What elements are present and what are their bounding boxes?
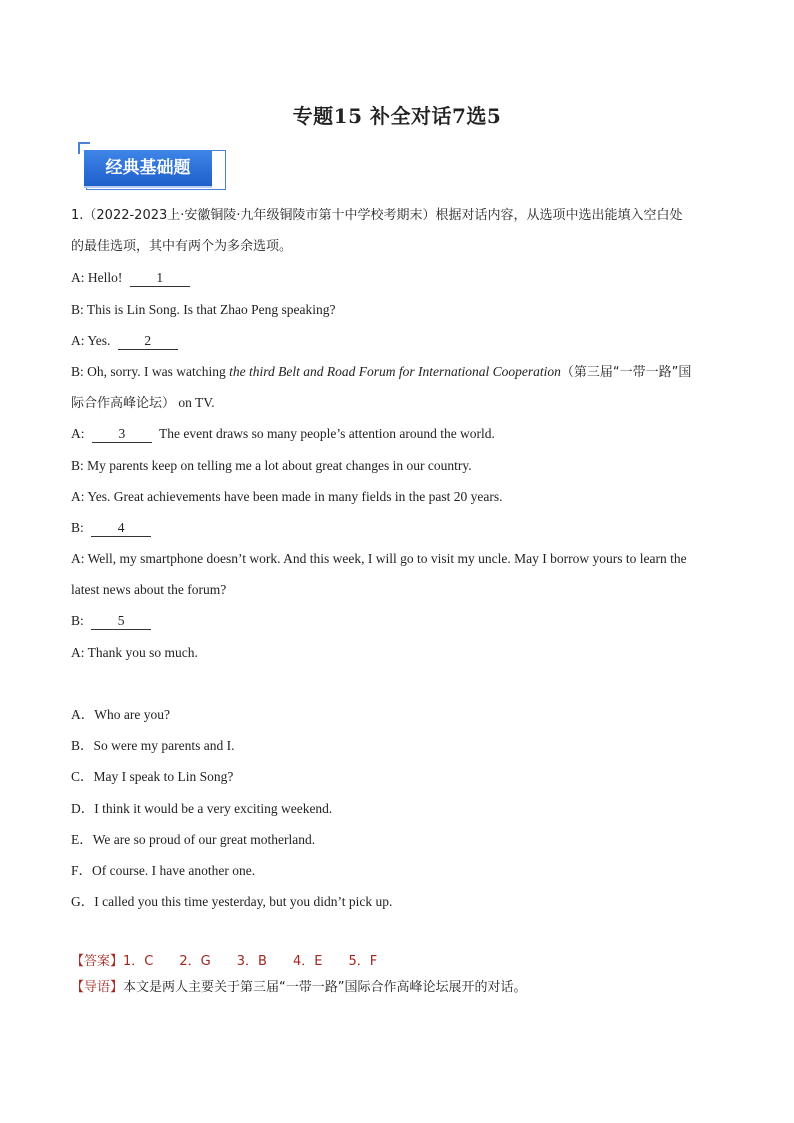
- blank-5: 5: [91, 613, 151, 630]
- answer-item: 5．F: [348, 953, 378, 969]
- option-d: D．I think it would be a very exciting weekend.: [71, 800, 333, 816]
- section-badge: [78, 142, 228, 192]
- answer-label: 【答案】: [71, 953, 124, 969]
- answer-row: [71, 949, 723, 975]
- dialogue-line: B: Oh, sorry. I was watching the third Belt and Road Forum for International Cooperation（第三届“一带一路”国: [71, 363, 692, 380]
- dialogue-line: A: 3 The event draws so many people’s attention around the world.: [71, 426, 495, 442]
- dialogue-line: A: Thank you so much.: [71, 644, 198, 660]
- answer-item: 4．E: [292, 953, 323, 969]
- option-a: A．Who are you?: [71, 707, 170, 722]
- spacer: [71, 668, 723, 699]
- dialogue-line: A: Yes. 2: [71, 325, 723, 356]
- spacer: [71, 917, 723, 948]
- blank-1: 1: [130, 270, 190, 287]
- blank-3: 3: [92, 426, 152, 443]
- answer-item: 2．G: [179, 953, 211, 969]
- option-c: C．May I speak to Lin Song?: [71, 769, 234, 785]
- option-g: G．I called you this time yesterday, but you didn’t pick up.: [71, 894, 393, 910]
- question-intro-line2: 的最佳选项，其中有两个为多余选项。: [71, 239, 293, 255]
- guide-text: 本文是两人主要关于第三届“一带一路”国际合作高峰论坛展开的对话。: [123, 979, 527, 995]
- dialogue-line: B: 4: [71, 512, 723, 543]
- badge-label: 经典基础题: [84, 150, 212, 186]
- dialogue-line: B: 5: [71, 605, 723, 636]
- question-intro-line1: 1.（2022-2023上·安徽铜陵·九年级铜陵市第十中学校考期末）根据对话内容，从选项中选出能填入空白处: [71, 208, 683, 223]
- option-b: B．So were my parents and I.: [71, 738, 235, 754]
- dialogue-line: A: Yes. Great achievements have been made in many fields in the past 20 years.: [71, 488, 503, 504]
- answer-item: 1．C: [123, 953, 154, 969]
- forum-name: the third Belt and Road Forum for International Cooperation: [229, 363, 561, 379]
- answer-item: 3．B: [236, 953, 267, 969]
- guide-label: 【导语】: [71, 979, 124, 995]
- dialogue-line: A: Well, my smartphone doesn’t work. And this week, I will go to visit my uncle. May I borrow yours to learn the: [71, 551, 687, 567]
- dialogue-line: 际合作高峰论坛） on TV.: [71, 395, 215, 412]
- blank-2: 2: [118, 333, 178, 350]
- guide-row: [71, 975, 723, 1001]
- page-title: 专题15 补全对话7选5: [292, 104, 502, 128]
- blank-4: 4: [91, 520, 151, 537]
- dialogue-line: B: My parents keep on telling me a lot about great changes in our country.: [71, 457, 472, 473]
- option-e: E．We are so proud of our great motherland.: [71, 831, 316, 847]
- question-body: [71, 200, 723, 1001]
- option-f: F．Of course. I have another one.: [71, 862, 256, 878]
- dialogue-line: A: Hello! 1: [71, 262, 723, 293]
- dialogue-line: latest news about the forum?: [71, 582, 227, 598]
- dialogue-line: B: This is Lin Song. Is that Zhao Peng speaking?: [71, 301, 336, 317]
